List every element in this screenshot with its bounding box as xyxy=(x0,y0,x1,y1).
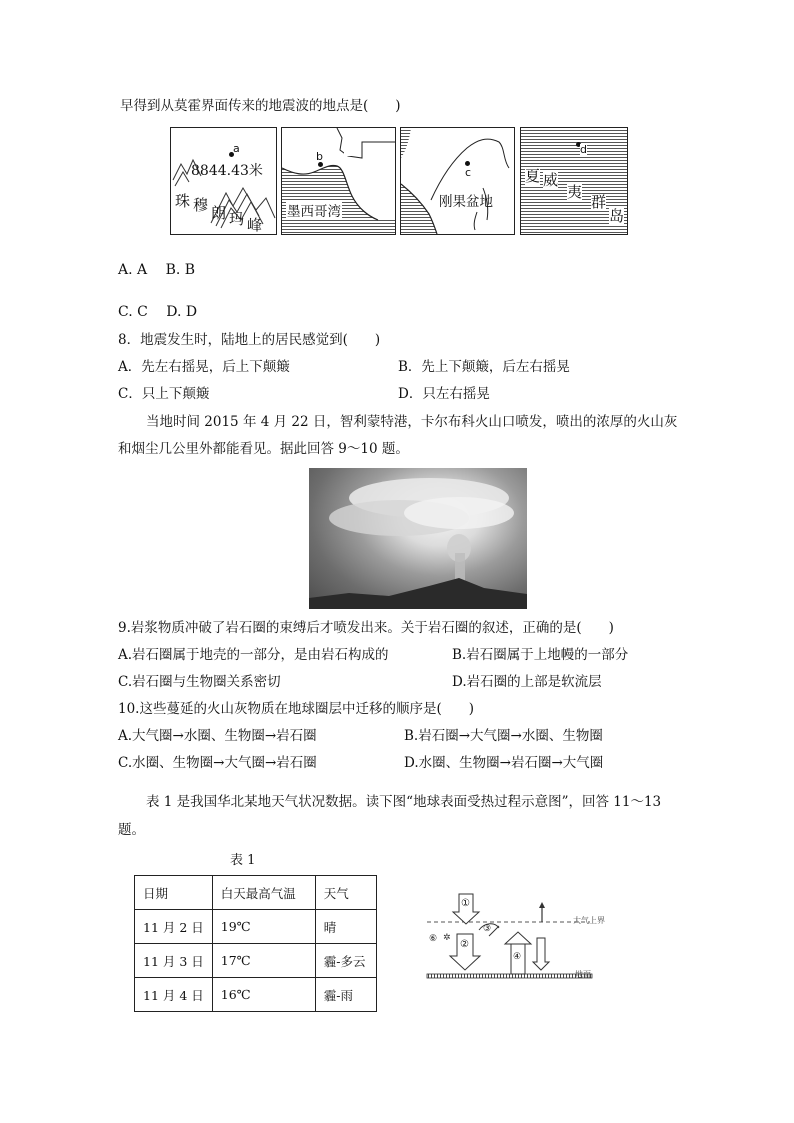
q8-option-c: C．只上下颠簸 xyxy=(118,386,210,402)
table-cell-weather: 霾-多云 xyxy=(315,944,376,978)
passage2-line1: 表 1 是我国华北某地天气状况数据。读下图“地球表面受热过程示意图”，回答 11～13 xyxy=(146,794,662,810)
table-cell-date: 11 月 4 日 xyxy=(135,978,213,1012)
map-b-inset xyxy=(344,146,358,156)
passage1-line2: 和烟尘几公里外都能看见。据此回答 9～10 题。 xyxy=(118,441,409,457)
table-cell-date: 11 月 3 日 xyxy=(135,944,213,978)
q7-options-line2: C. C D. D xyxy=(118,304,198,320)
diagram-bottom-label: 地面 xyxy=(575,970,591,979)
q7-stem: 早得到从莫霍界面传来的地震波的地点是( ) xyxy=(120,98,401,114)
map-c-point-label: c xyxy=(465,166,472,179)
map-b-label: 墨西哥湾 xyxy=(286,200,342,220)
heating-diagram-art xyxy=(425,888,635,984)
q9-option-b: B.岩石圈属于上地幔的一部分 xyxy=(452,647,629,663)
volcano-eruption-photo xyxy=(309,468,527,609)
q9-option-a: A.岩石圈属于地壳的一部分，是由岩石构成的 xyxy=(118,647,389,663)
table1-caption: 表 1 xyxy=(230,853,256,868)
map-a-char-3: 朗 xyxy=(211,204,227,222)
q9-option-c: C.岩石圈与生物圈关系密切 xyxy=(118,674,281,690)
map-d-point-label: d xyxy=(580,143,587,156)
map-a-char-2: 穆 xyxy=(193,196,209,214)
map-a xyxy=(170,127,277,235)
diagram-num-4: ④ xyxy=(513,952,522,962)
map-a-char-5: 峰 xyxy=(247,216,263,234)
heating-process-diagram xyxy=(425,888,635,984)
table-cell-temp: 17℃ xyxy=(212,944,315,978)
table-header-temp: 白天最高气温 xyxy=(212,876,315,910)
q10-option-d: D.水圈、生物圈→岩石圈→大气圈 xyxy=(404,755,604,771)
map-a-char-4: 玛 xyxy=(229,210,245,228)
q8-option-b: B．先上下颠簸，后左右摇晃 xyxy=(398,359,570,375)
diagram-num-6: ⑥ xyxy=(429,934,438,944)
passage1-line1: 当地时间 2015 年 4 月 22 日，智利蒙特港，卡尔布科火山口喷发，喷出的浓厚的火山灰 xyxy=(146,414,678,430)
diagram-top-label: 大气上界 xyxy=(573,916,605,925)
map-c xyxy=(400,127,515,235)
map-d-char-4: 群 xyxy=(591,193,607,211)
q7-options-line1: A. A B. B xyxy=(118,262,196,278)
table-header-weather: 天气 xyxy=(315,876,376,910)
diagram-num-3: ③ xyxy=(483,924,492,934)
table-header-date: 日期 xyxy=(135,876,213,910)
basin-map xyxy=(401,128,514,234)
diagram-num-2: ② xyxy=(460,939,469,950)
table-cell-temp: 16℃ xyxy=(212,978,315,1012)
map-a-height-label: 8844.43米 xyxy=(191,163,263,179)
q10-stem: 10.这些蔓延的火山灰物质在地球圈层中迁移的顺序是( ) xyxy=(118,701,475,717)
table-cell-temp: 19℃ xyxy=(212,910,315,944)
map-d-char-1: 夏 xyxy=(525,167,541,185)
q9-stem: 9.岩浆物质冲破了岩石圈的束缚后才喷发出来。关于岩石圈的叙述，正确的是( ) xyxy=(118,620,614,636)
q8-stem: 8．地震发生时，陆地上的居民感觉到( ) xyxy=(118,332,381,348)
table-row xyxy=(135,978,377,1012)
q10-option-c: C.水圈、生物圈→大气圈→岩石圈 xyxy=(118,755,317,771)
table-row xyxy=(135,944,377,978)
table-cell-weather: 晴 xyxy=(315,910,376,944)
table-header-row xyxy=(135,876,377,910)
passage2-line2: 题。 xyxy=(118,822,145,838)
table-row xyxy=(135,910,377,944)
table-cell-weather: 霾-雨 xyxy=(315,978,376,1012)
table-cell-date: 11 月 2 日 xyxy=(135,910,213,944)
svg-text:✲: ✲ xyxy=(443,933,451,943)
map-d-char-3: 夷 xyxy=(567,183,583,201)
q9-option-d: D.岩石圈的上部是软流层 xyxy=(452,674,602,690)
volcano-photo-art xyxy=(309,468,527,609)
map-b xyxy=(281,127,396,235)
map-a-point-label: a xyxy=(233,142,240,155)
map-c-label: 刚果盆地 xyxy=(439,194,493,210)
map-d-char-5: 岛 xyxy=(609,207,625,225)
map-b-point-label: b xyxy=(316,150,323,163)
map-d xyxy=(520,127,628,235)
q10-option-a: A.大气圈→水圈、生物圈→岩石圈 xyxy=(118,728,317,744)
map-d-char-2: 威 xyxy=(543,171,559,189)
weather-table xyxy=(134,875,377,1012)
q8-option-d: D．只左右摇晃 xyxy=(398,386,490,402)
q8-option-a: A．先左右摇晃，后上下颠簸 xyxy=(118,359,290,375)
map-a-char-1: 珠 xyxy=(175,192,191,210)
q10-option-b: B.岩石圈→大气圈→水圈、生物圈 xyxy=(404,728,603,744)
diagram-num-1: ① xyxy=(461,898,470,909)
